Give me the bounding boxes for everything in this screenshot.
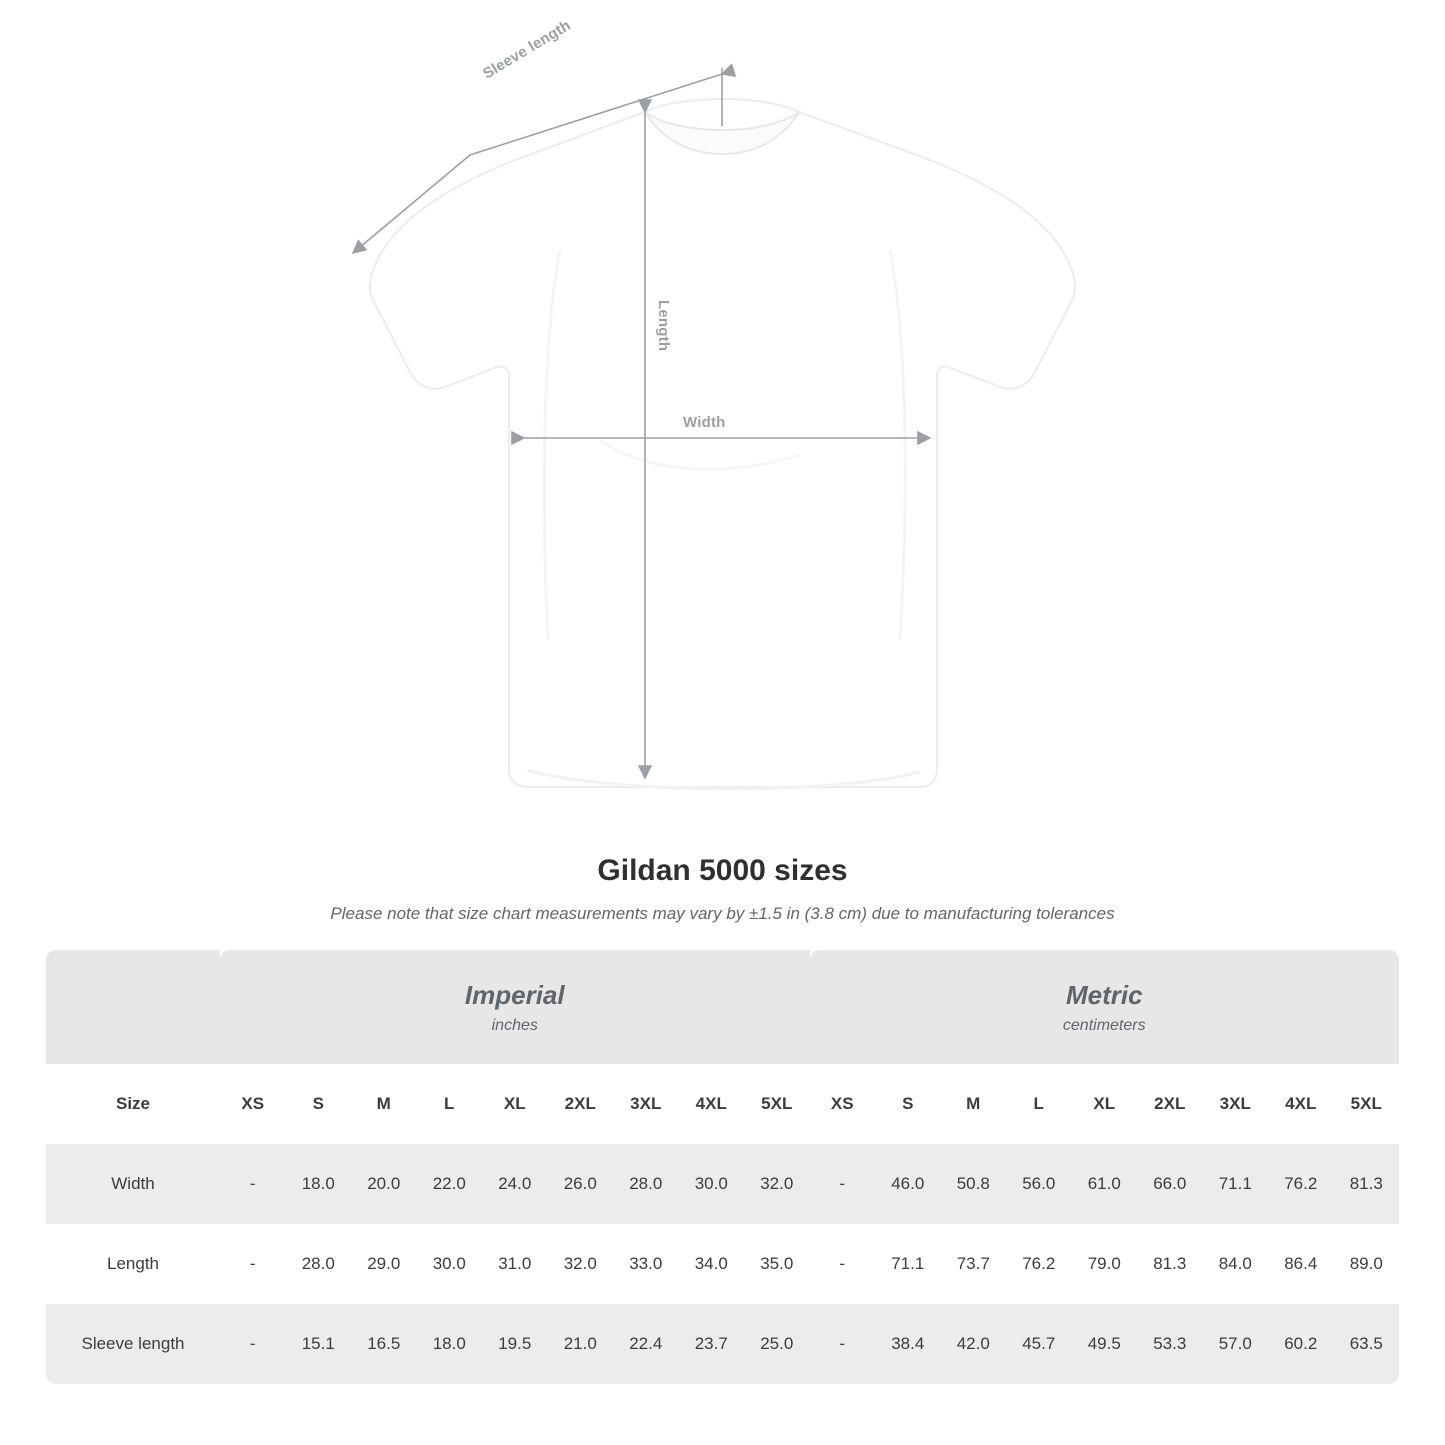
cell-length-met-0: - bbox=[810, 1224, 876, 1304]
label-length: Length bbox=[655, 300, 672, 352]
header-size-met-3: L bbox=[1006, 1064, 1072, 1144]
cell-sleeve-imp-6: 22.4 bbox=[613, 1304, 679, 1384]
header-size-met-4: XL bbox=[1072, 1064, 1138, 1144]
table-row-length bbox=[46, 1224, 1399, 1304]
cell-width-met-2: 50.8 bbox=[941, 1144, 1007, 1224]
cell-length-met-7: 86.4 bbox=[1268, 1224, 1334, 1304]
header-size-imp-6: 3XL bbox=[613, 1064, 679, 1144]
header-size-imp-0: XS bbox=[220, 1064, 286, 1144]
cell-width-imp-7: 30.0 bbox=[679, 1144, 745, 1224]
cell-width-met-3: 56.0 bbox=[1006, 1144, 1072, 1224]
header-size-imp-4: XL bbox=[482, 1064, 548, 1144]
unit-header-metric bbox=[810, 950, 1400, 1064]
cell-length-imp-5: 32.0 bbox=[548, 1224, 614, 1304]
cell-width-met-0: - bbox=[810, 1144, 876, 1224]
cell-length-imp-7: 34.0 bbox=[679, 1224, 745, 1304]
header-size-imp-1: S bbox=[286, 1064, 352, 1144]
size-table bbox=[46, 950, 1399, 1384]
header-size-met-8: 5XL bbox=[1334, 1064, 1400, 1144]
cell-sleeve-met-4: 49.5 bbox=[1072, 1304, 1138, 1384]
row-label-length: Length bbox=[46, 1224, 220, 1304]
cell-width-imp-2: 20.0 bbox=[351, 1144, 417, 1224]
cell-sleeve-imp-3: 18.0 bbox=[417, 1304, 483, 1384]
cell-width-imp-8: 32.0 bbox=[744, 1144, 810, 1224]
unit-header-row bbox=[46, 950, 1399, 1064]
cell-length-imp-8: 35.0 bbox=[744, 1224, 810, 1304]
cell-sleeve-met-2: 42.0 bbox=[941, 1304, 1007, 1384]
unit-subtitle-imperial: inches bbox=[491, 1016, 538, 1034]
cell-sleeve-imp-8: 25.0 bbox=[744, 1304, 810, 1384]
cell-sleeve-met-8: 63.5 bbox=[1334, 1304, 1400, 1384]
cell-length-imp-1: 28.0 bbox=[286, 1224, 352, 1304]
cell-length-imp-3: 30.0 bbox=[417, 1224, 483, 1304]
cell-length-imp-6: 33.0 bbox=[613, 1224, 679, 1304]
unit-header-imperial bbox=[220, 950, 810, 1064]
cell-width-met-8: 81.3 bbox=[1334, 1144, 1400, 1224]
cell-sleeve-met-1: 38.4 bbox=[875, 1304, 941, 1384]
cell-sleeve-imp-7: 23.7 bbox=[679, 1304, 745, 1384]
cell-length-met-4: 79.0 bbox=[1072, 1224, 1138, 1304]
header-size-imp-2: M bbox=[351, 1064, 417, 1144]
cell-length-met-6: 84.0 bbox=[1203, 1224, 1269, 1304]
cell-length-met-8: 89.0 bbox=[1334, 1224, 1400, 1304]
label-width: Width bbox=[683, 414, 726, 431]
cell-width-imp-5: 26.0 bbox=[548, 1144, 614, 1224]
cell-width-met-4: 61.0 bbox=[1072, 1144, 1138, 1224]
header-size-imp-3: L bbox=[417, 1064, 483, 1144]
header-size-imp-8: 5XL bbox=[744, 1064, 810, 1144]
cell-sleeve-met-5: 53.3 bbox=[1137, 1304, 1203, 1384]
unit-subtitle-metric: centimeters bbox=[1062, 1016, 1146, 1034]
cell-length-met-1: 71.1 bbox=[875, 1224, 941, 1304]
table-row-sleeve-length bbox=[46, 1304, 1399, 1384]
size-header-row bbox=[46, 1064, 1399, 1144]
cell-length-imp-0: - bbox=[220, 1224, 286, 1304]
cell-width-imp-3: 22.0 bbox=[417, 1144, 483, 1224]
cell-width-imp-4: 24.0 bbox=[482, 1144, 548, 1224]
cell-length-met-3: 76.2 bbox=[1006, 1224, 1072, 1304]
header-size-label: Size bbox=[46, 1064, 220, 1144]
chart-note: Please note that size chart measurements may vary by ±1.5 in (3.8 cm) due to manufacturing tolerances bbox=[330, 904, 1115, 923]
header-size-met-2: M bbox=[941, 1064, 1007, 1144]
unit-title-imperial: Imperial bbox=[464, 979, 565, 1010]
cell-width-imp-0: - bbox=[220, 1144, 286, 1224]
cell-width-met-7: 76.2 bbox=[1268, 1144, 1334, 1224]
label-sleeve-length: Sleeve length bbox=[480, 16, 574, 83]
header-size-met-5: 2XL bbox=[1137, 1064, 1203, 1144]
cell-width-imp-6: 28.0 bbox=[613, 1144, 679, 1224]
cell-width-imp-1: 18.0 bbox=[286, 1144, 352, 1224]
header-size-imp-5: 2XL bbox=[548, 1064, 614, 1144]
unit-header-spacer bbox=[46, 950, 220, 1064]
cell-sleeve-imp-5: 21.0 bbox=[548, 1304, 614, 1384]
cell-width-met-6: 71.1 bbox=[1203, 1144, 1269, 1224]
tshirt-shape bbox=[370, 99, 1075, 789]
header-size-imp-7: 4XL bbox=[679, 1064, 745, 1144]
cell-length-imp-4: 31.0 bbox=[482, 1224, 548, 1304]
cell-sleeve-met-6: 57.0 bbox=[1203, 1304, 1269, 1384]
cell-width-met-5: 66.0 bbox=[1137, 1144, 1203, 1224]
cell-sleeve-imp-4: 19.5 bbox=[482, 1304, 548, 1384]
cell-sleeve-imp-1: 15.1 bbox=[286, 1304, 352, 1384]
table-row-width bbox=[46, 1144, 1399, 1224]
header-size-met-0: XS bbox=[810, 1064, 876, 1144]
cell-width-met-1: 46.0 bbox=[875, 1144, 941, 1224]
header-size-met-6: 3XL bbox=[1203, 1064, 1269, 1144]
header-size-met-7: 4XL bbox=[1268, 1064, 1334, 1144]
cell-length-met-5: 81.3 bbox=[1137, 1224, 1203, 1304]
chart-title: Gildan 5000 sizes bbox=[597, 854, 848, 887]
cell-sleeve-met-0: - bbox=[810, 1304, 876, 1384]
row-label-sleeve-length: Sleeve length bbox=[46, 1304, 220, 1384]
cell-length-met-2: 73.7 bbox=[941, 1224, 1007, 1304]
cell-sleeve-met-3: 45.7 bbox=[1006, 1304, 1072, 1384]
row-label-width: Width bbox=[46, 1144, 220, 1224]
cell-length-imp-2: 29.0 bbox=[351, 1224, 417, 1304]
unit-title-metric: Metric bbox=[1065, 979, 1143, 1010]
cell-sleeve-met-7: 60.2 bbox=[1268, 1304, 1334, 1384]
cell-sleeve-imp-2: 16.5 bbox=[351, 1304, 417, 1384]
cell-sleeve-imp-0: - bbox=[220, 1304, 286, 1384]
header-size-met-1: S bbox=[875, 1064, 941, 1144]
size-table-wrapper bbox=[46, 950, 1399, 1384]
